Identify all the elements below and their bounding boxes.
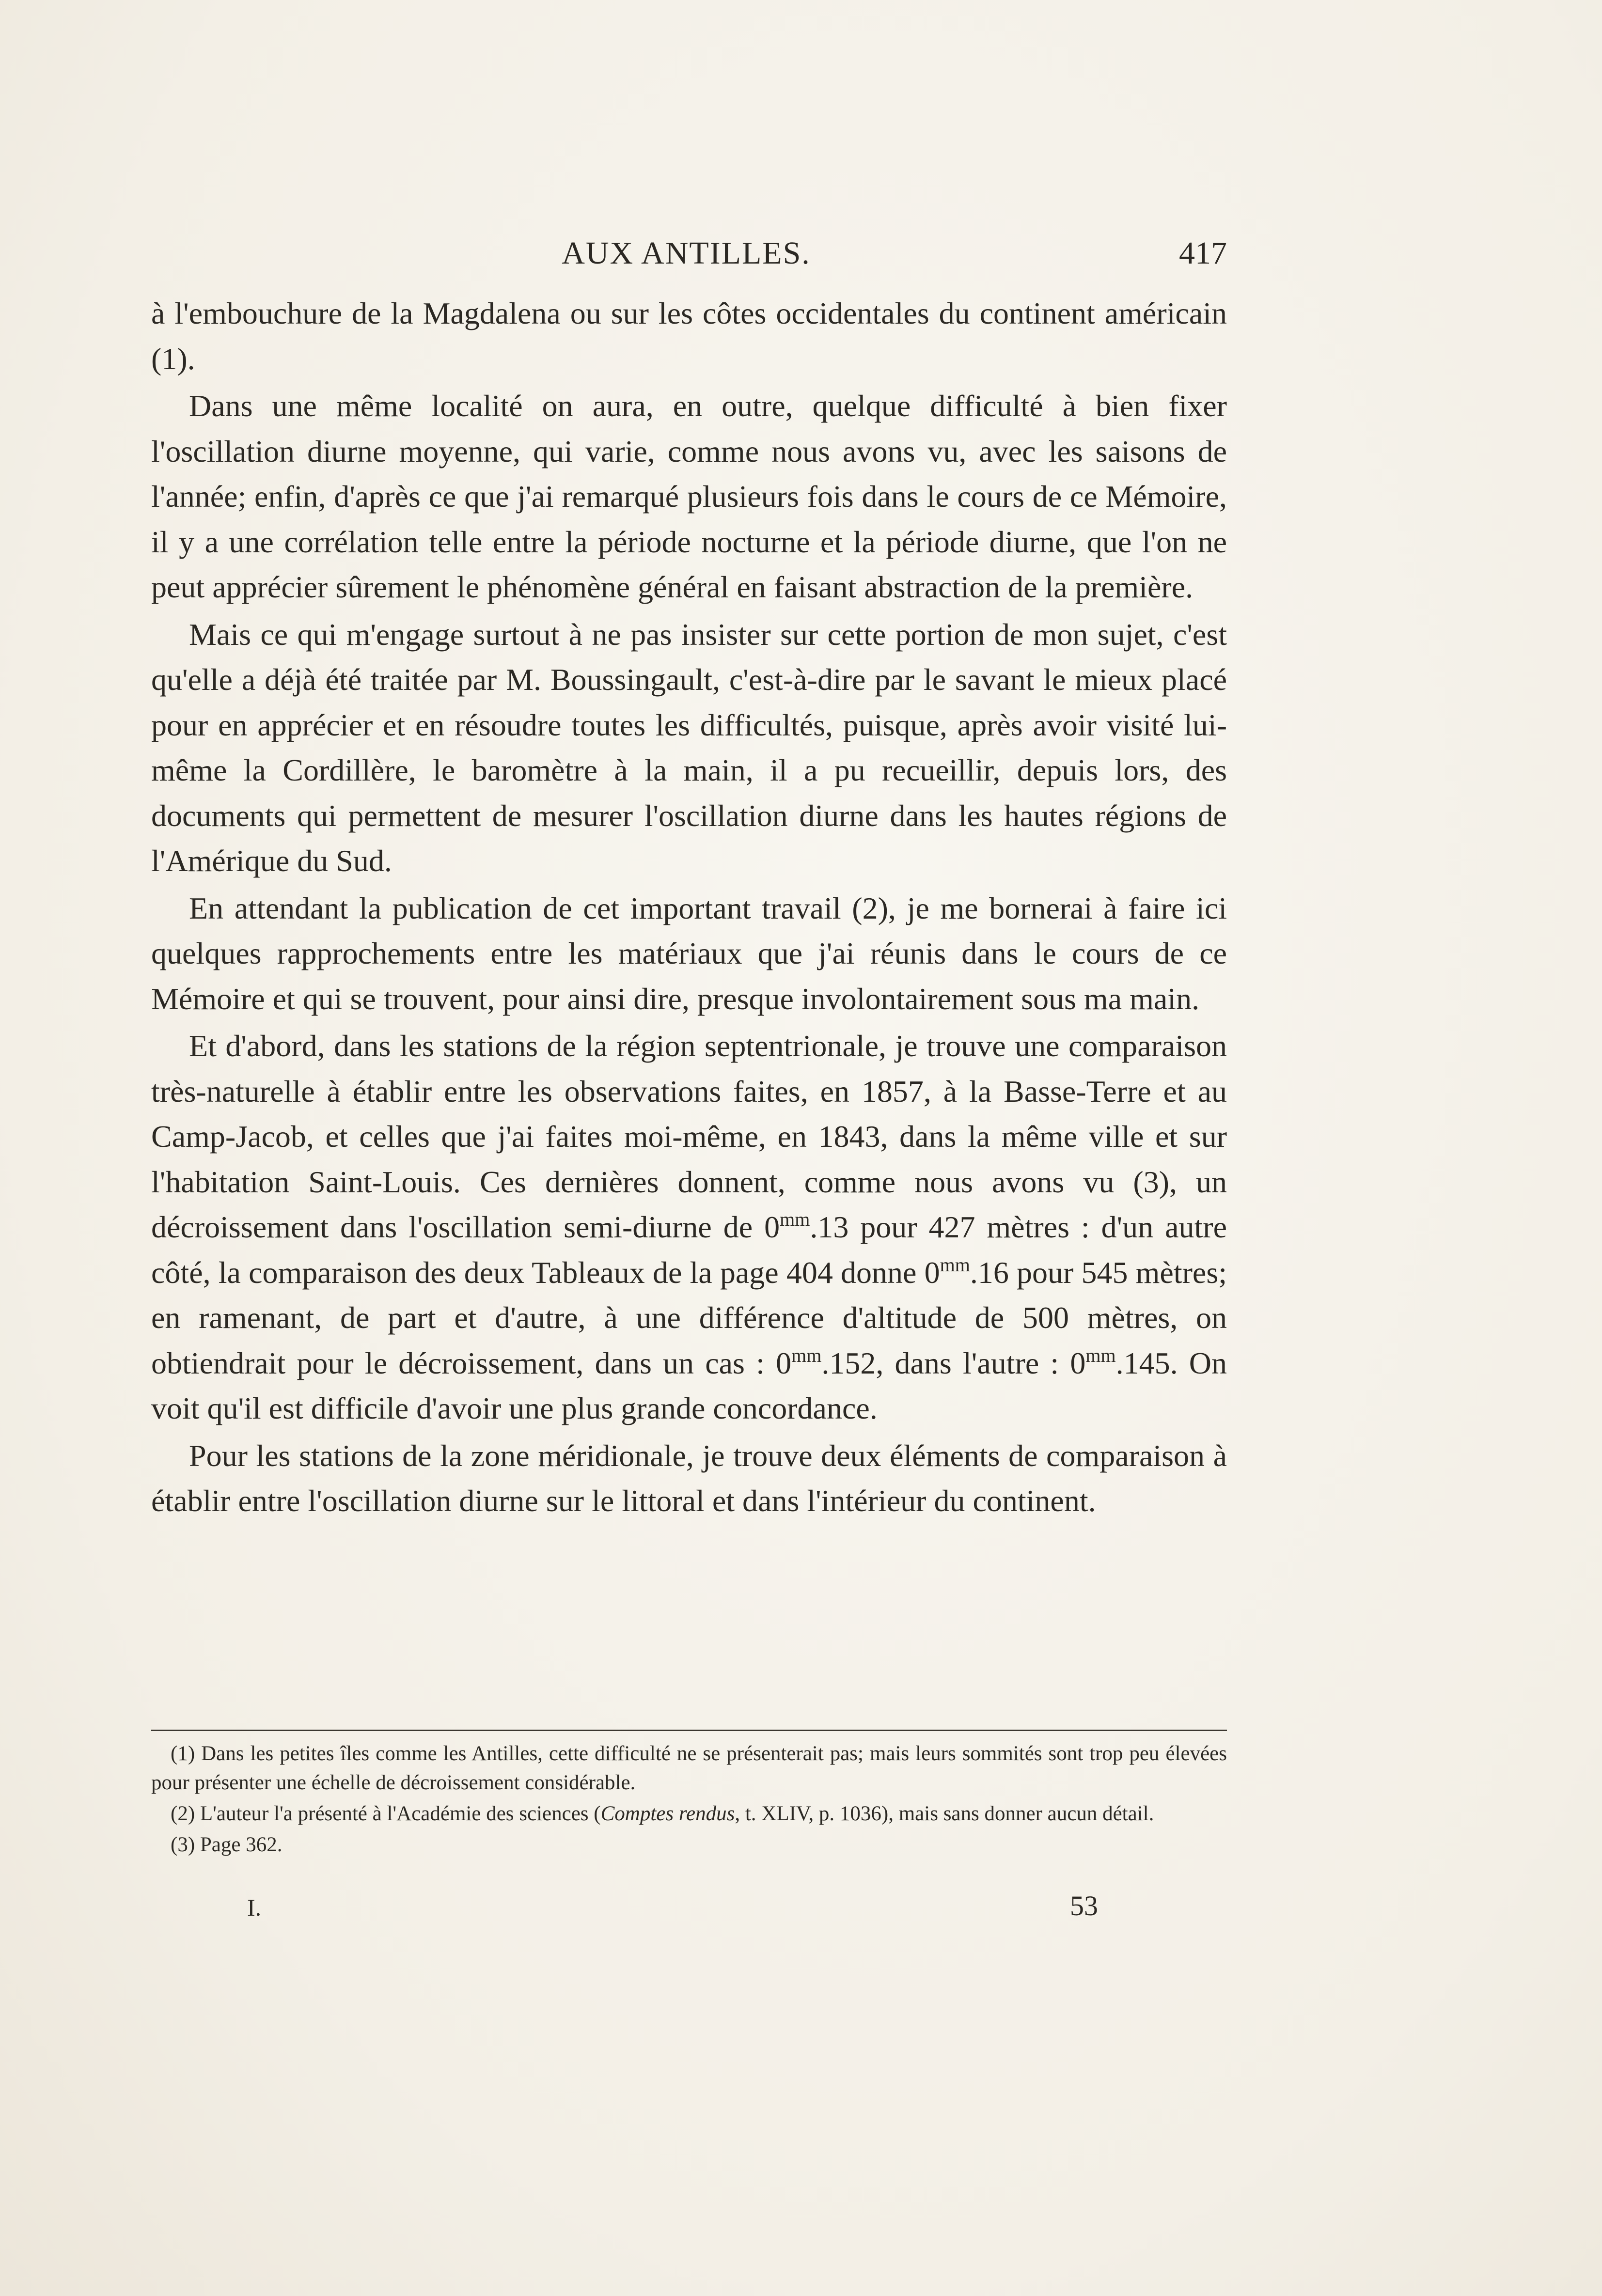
paragraph-text: .152, dans l'autre : 0 [821, 1345, 1086, 1380]
unit-superscript: mm [780, 1208, 810, 1230]
paragraph-text: Et d'abord, dans les stations de la région septentrionale, je trouve une comparaison très-naturelle à établir entre les observations faites, en 1857, à la Basse-Terre et au Camp-Jacob, et celles que j'ai faites moi-même, en 1843, dans la même ville et sur l'habitation Saint-Louis. Ces dernières donnent, comme nous avons vu (3), un décroissement dans l'oscillation semi-diurne de 0 [151, 1029, 1227, 1244]
paragraph-6 [151, 1433, 1227, 1524]
paragraph-text: .16 pour 545 mètres; en ramenant, de part et d'autre, à une différence d'altitude de 500 mètres, on obtiendrait pour le décroissement, dans un cas : 0 [151, 1255, 1227, 1380]
paragraph-3 [151, 612, 1227, 884]
paragraph-text: à l'embouchure de la Magdalena ou sur les côtes occidentales du continent américain (1). [151, 296, 1227, 376]
footnote-1: (1) Dans les petites îles comme les Antilles, cette difficulté ne se présenterait pas; mais leurs sommités sont trop peu élevées pour présenter une échelle de décroissement considérable. [151, 1742, 1227, 1794]
paragraph-text: En attendant la publication de cet important travail (2), je me bornerai à faire ici quelques rapprochements entre les matériaux que j'ai réunis dans le cours de ce Mémoire et qui se trouvent, pour ainsi dire, presque involontairement sous ma main. [151, 890, 1227, 1016]
unit-superscript: mm [1085, 1344, 1116, 1366]
paragraph-1 [151, 291, 1227, 381]
paragraph-text: Pour les stations de la zone méridionale, je trouve deux éléments de comparaison à établir entre l'oscillation diurne sur le littoral et dans l'intérieur du continent. [151, 1438, 1227, 1518]
paragraph-text: Dans une même localité on aura, en outre, quelque difficulté à bien fixer l'oscillation diurne moyenne, qui varie, comme nous avons vu, avec les saisons de l'année; enfin, d'après ce que j'ai remarqué plusieurs fois dans le cours de ce Mémoire, il y a une corrélation telle entre la période nocturne et la période diurne, que l'on ne peut apprécier sûrement le phénomène général en faisant abstraction de la première. [151, 389, 1227, 604]
body-text [151, 291, 1227, 1524]
paragraph-4 [151, 886, 1227, 1022]
signature-number: 53 [1070, 1890, 1098, 1921]
paragraph-text: .145. On voit qu'il est difficile d'avoir une plus grande concordance. [151, 1345, 1227, 1425]
footnote-text: , t. XLIV, p. 1036), mais sans donner aucun détail. [735, 1802, 1154, 1825]
page-number: 417 [1179, 235, 1227, 271]
footnote-text: (2) L'auteur l'a présenté à l'Académie des sciences ( [171, 1802, 601, 1825]
footnote-divider [151, 1730, 1227, 1731]
running-title: AUX ANTILLES. [562, 235, 811, 271]
footnotes [151, 1739, 1227, 1859]
signature-mark: I. [247, 1894, 262, 1921]
footnote-2 [151, 1799, 1227, 1828]
paragraph-2 [151, 383, 1227, 610]
unit-superscript: mm [940, 1253, 970, 1276]
footnote-italic-title: Comptes rendus [600, 1802, 735, 1825]
paragraph-text: Mais ce qui m'engage surtout à ne pas insister sur cette portion de mon sujet, c'est qu'elle a déjà été traitée par M. Boussingault, c'est-à-dire par le savant le mieux placé pour en apprécier et en résoudre toutes les difficultés, puisque, après avoir visité lui-même la Cordillère, le baromètre à la main, il a pu recueillir, depuis lors, des documents qui permettent de mesurer l'oscillation diurne dans les hautes régions de l'Amérique du Sud. [151, 617, 1227, 878]
page-header [145, 232, 1227, 275]
paragraph-text: .13 pour 427 mètres : d'un autre côté, la comparaison des deux Tableaux de la page 404 donne 0 [151, 1210, 1227, 1290]
unit-superscript: mm [791, 1344, 822, 1366]
paragraph-5 [151, 1023, 1227, 1431]
footnote-3: (3) Page 362. [171, 1833, 283, 1856]
